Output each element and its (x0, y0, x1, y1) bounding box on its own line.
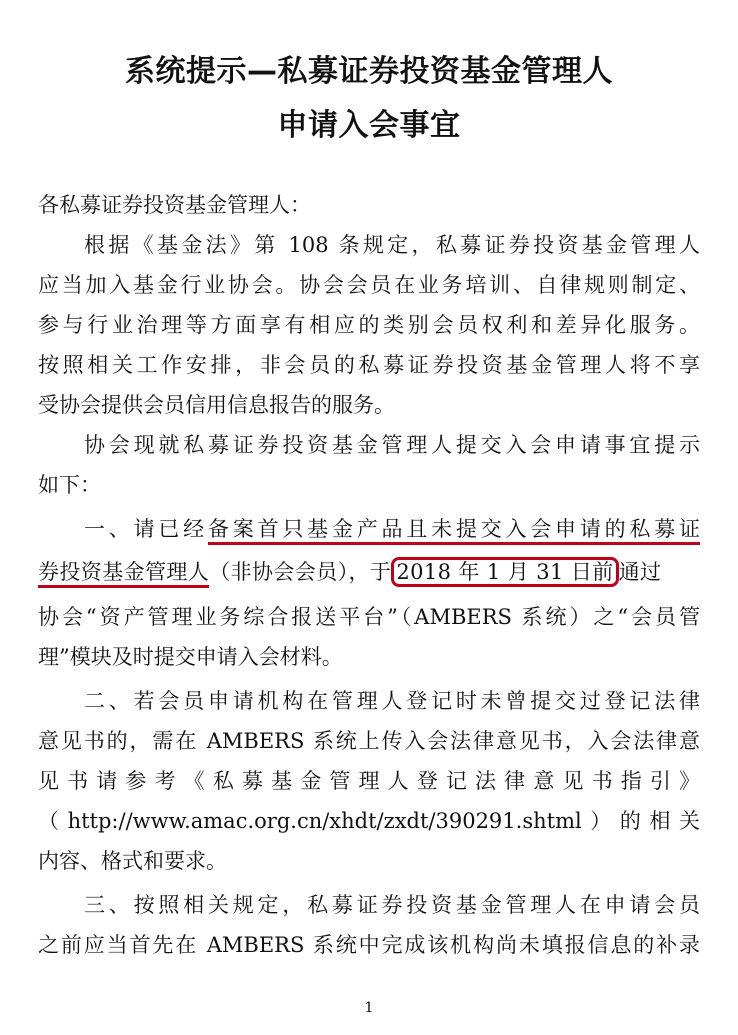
paragraph-1-line-1: 根据《基金法》第 108 条规定，私募证券投资基金管理人 (84, 233, 700, 257)
highlighted-text-underline-1: 备案首只基金产品且未提交入会申请的私募证 (208, 517, 700, 545)
item-1-line-3: 协会“资产管理业务综合报送平台”（AMBERS 系统）之“会员管 (38, 605, 700, 629)
paragraph-1-line-2: 应当加入基金行业协会。协会会员在业务培训、自律规则制定、 (38, 273, 700, 297)
page-number: 1 (364, 1000, 374, 1016)
paragraph-1-line-3: 参与行业治理等方面享有相应的类别会员权利和差异化服务。 (38, 313, 700, 337)
item-1-prefix: 一、请已经 (84, 517, 208, 541)
highlighted-text-underline-2: 券投资基金管理人 (38, 560, 209, 588)
item-2-url-line: （http://www.amac.org.cn/xhdt/zxdt/390291.shtml）的相关 (38, 809, 700, 833)
paragraph-2-line-2: 如下： (38, 473, 101, 497)
item-1-line-4: 理”模块及时提交申请入会材料。 (38, 645, 343, 669)
item-3-line-2: 之前应当首先在 AMBERS 系统中完成该机构尚未填报信息的补录 (38, 933, 700, 957)
item-1-line-2 (38, 555, 700, 589)
item-1-suffix: 通过 (618, 560, 662, 584)
salutation: 各私募证券投资基金管理人： (38, 193, 311, 217)
item-2-line-3: 见书请参考《私募基金管理人登记法律意见书指引》 (38, 769, 700, 793)
item-1-line-1 (84, 512, 700, 546)
deadline-boxed-date: 2018 年 1 月 31 日前 (391, 557, 618, 587)
item-1-middle-text: （非协会会员），于 (209, 560, 392, 584)
document-title-line-2: 申请入会事宜 (277, 108, 461, 143)
document-title-line-1: 系统提示—私募证券投资基金管理人 (125, 54, 613, 89)
paragraph-1-line-4: 按照相关工作安排，非会员的私募证券投资基金管理人将不享 (38, 353, 700, 377)
item-3-line-1: 三、按照相关规定，私募证券投资基金管理人在申请会员 (84, 893, 700, 917)
item-2-line-2: 意见书的，需在 AMBERS 系统上传入会法律意见书，入会法律意 (38, 729, 700, 753)
item-2-line-1: 二、若会员申请机构在管理人登记时未曾提交过登记法律 (84, 689, 700, 713)
item-2-line-5: 内容、格式和要求。 (38, 849, 227, 873)
paragraph-2-line-1: 协会现就私募证券投资基金管理人提交入会申请事宜提示 (84, 433, 700, 457)
paragraph-1-line-5: 受协会提供会员信用信息报告的服务。 (38, 393, 395, 417)
